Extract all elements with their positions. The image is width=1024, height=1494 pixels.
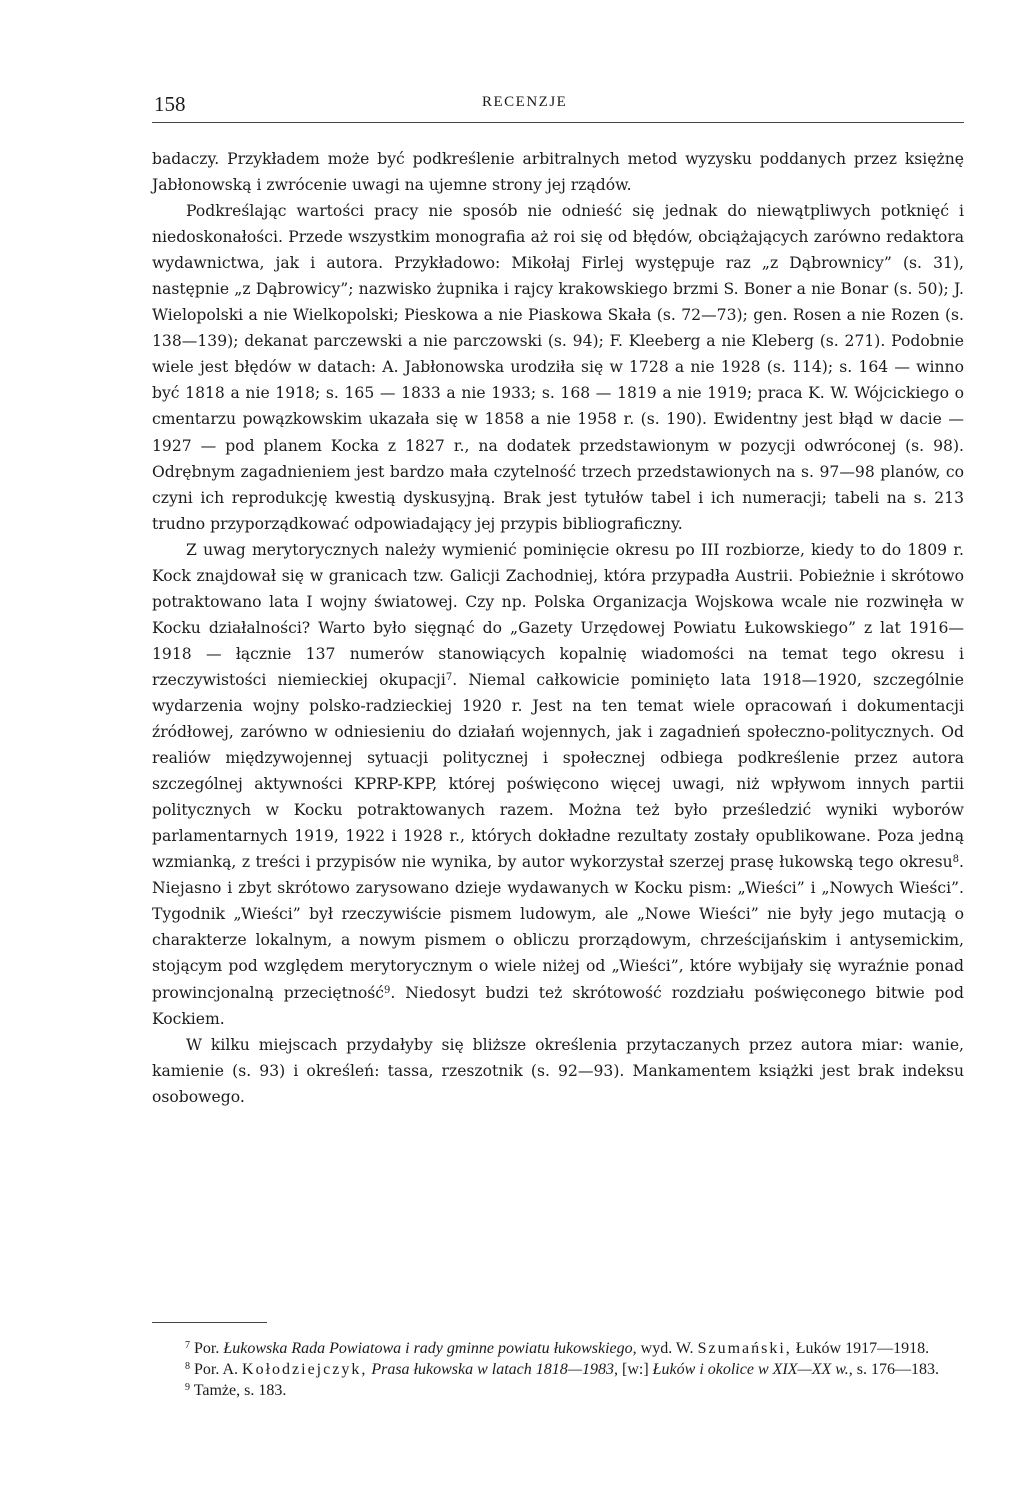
footnote xyxy=(152,1338,964,1359)
footnote xyxy=(152,1359,964,1380)
page-number: 158 xyxy=(154,92,186,116)
footnote-title: Łuków i okolice w XIX—XX w., xyxy=(652,1361,853,1378)
footnotes xyxy=(152,1338,964,1401)
paragraph: badaczy. Przykładem może być podkreślenie arbitralnych metod wyzysku poddanych przez księżnę Jabłonowską i zwrócenie uwagi na ujemne strony jej rządów. xyxy=(152,150,964,195)
footnote-author: Szumański, xyxy=(697,1340,792,1357)
footnote-author: Kołodziejczyk, xyxy=(242,1361,368,1378)
footnote-text: [w:] xyxy=(617,1361,653,1378)
footnote-text: Tamże, s. 183. xyxy=(190,1382,287,1399)
footnote xyxy=(152,1380,964,1401)
footnote-text: Łuków 1917—1918. xyxy=(791,1340,930,1357)
footnote-text: Por. xyxy=(190,1340,224,1357)
footnote-text: Por. A. xyxy=(190,1361,243,1378)
paragraph: W kilku miejscach przydałyby się bliższe określenia przytaczanych przez autora miar: wanie, kamienie (s. 93) i określeń: tassa, rzeszotnik (s. 92—93). Mankamentem książki jest brak indeksu osobowego. xyxy=(152,1035,964,1106)
paragraph: Podkreślając wartości pracy nie sposób nie odnieść się jednak do niewątpliwych potknięć i niedoskonałości. Przede wszystkim monografia aż roi się od błędów, obciążających zarówno redaktora wydawnictwa, jak i autora. Przykładowo: Mikołaj Firlej występuje raz „z Dąbrownicy” (s. 31), następnie „z Dąbrowicy”; nazwisko żupnika i rajcy krakowskiego brzmi S. Boner a nie Bonar (s. 50); J. Wielopolski a nie Wielkopolski; Pieskowa a nie Piaskowa Skała (s. 72—73); gen. Rosen a nie Rozen (s. 138—139); dekanat parczewski a nie parczowski (s. 94); F. Kleeberg a nie Kleberg (s. 271). Podobnie wiele jest błędów w datach: A. Jabłonowska urodziła się w 1728 a nie 1928 (s. 114); s. 164 — winno być 1818 a nie 1918; s. 165 — 1833 a nie 1933; s. 168 — 1819 a nie 1919; praca K. W. Wójcickiego o cmentarzu powązkowskim ukazała się w 1858 a nie 1958 r. (s. 190). Ewidentny jest błąd w dacie — 1927 — pod planem Kocka z 1827 r., na dodatek przedstawionym w pozycji odwróconej (s. 98). Odrębnym zagadnieniem jest bardzo mała czytelność trzech przedstawionych na s. 97—98 planów, co czyni ich reprodukcję kwestią dyskusyjną. Brak jest tytułów tabel i ich numeracji; tabeli na s. 213 trudno przyporządkować odpowiadający jej przypis bibliograficzny. xyxy=(152,202,964,533)
running-head-title: RECENZJE xyxy=(482,94,568,110)
header-rule xyxy=(152,122,964,123)
paragraph xyxy=(152,537,964,1032)
footnote-title: Prasa łukowska w latach 1818—1983, xyxy=(367,1361,618,1378)
footnote-ref[interactable]: 9 xyxy=(384,984,391,996)
paragraph-text: . Niedosyt budzi też skrótowość rozdziału poświęconego bitwie pod Kockiem. xyxy=(152,983,964,1028)
footnote-mark: 8 xyxy=(185,1361,190,1372)
paragraph-text: Z uwag merytorycznych należy wymienić pominięcie okresu po III rozbiorze, kiedy to do 1809 r. Kock znajdował się w granicach tzw. Galicji Zachodniej, która przypadła Austrii. Pobieżnie i skrótowo potraktowano lata I wojny światowej. Czy np. Polska Organizacja Wojskowa wcale nie rozwinęła w Kocku działalności? Warto było sięgnąć do „Gazety Urzędowej Powiatu Łukowskiego” z lat 1916—1918 — łącznie 137 numerów stanowiących kopalnię wiadomości na temat tego okresu i rzeczywistości niemieckiej okupacji xyxy=(152,540,964,689)
footnote-ref[interactable]: 7 xyxy=(445,671,453,683)
paragraph-text: . Niejasno i zbyt skrótowo zarysowano dzieje wydawanych w Kocku pism: „Wieści” i „Nowych Wieści”. Tygodnik „Wieści” był rzeczywiście pismem ludowym, ale „Nowe Wieści” nie były jego mutacją o charakterze lokalnym, a nowym pismem o obliczu prorządowym, chrześcijańskim i antysemickim, stojącym pod względem merytorycznym o wiele niżej od „Wieści”, które wybijały się wyraźnie ponad prowincjonalną przeciętność xyxy=(152,853,964,1002)
footnote-rule xyxy=(152,1322,267,1323)
footnote-title: Łukowska Rada Powiatowa i rady gminne powiatu łukowskiego, xyxy=(223,1340,637,1357)
running-header xyxy=(152,92,964,116)
footnote-mark: 9 xyxy=(185,1382,190,1393)
footnote-text: s. 176—183. xyxy=(852,1361,939,1378)
footnote-mark: 7 xyxy=(185,1340,190,1351)
paragraph-text: . Niemal całkowicie pominięto lata 1918—1920, szczególnie wydarzenia wojny polsko-radzieckiej 1920 r. Jest na ten temat wiele opracowań i dokumentacji źródłowej, zarówno w odniesieniu do działań wojennych, jak i zagadnień społeczno-politycznych. Od realiów międzywojennej sytuacji politycznej i społecznej odbiega podkreślenie przez autora szczególnej aktywności KPRP-KPP, której poświęcono więcej uwagi, niż wpływom innych partii politycznych w Kocku potraktowanych razem. Można też było prześledzić wyniki wyborów parlamentarnych 1919, 1922 i 1928 r., których dokładne rezultaty zostały opublikowane. Poza jedną wzmianką, z treści i przypisów nie wynika, by autor wykorzystał szerzej prasę łukowską tego okresu xyxy=(152,670,964,872)
body-text xyxy=(152,146,964,1110)
footnote-ref[interactable]: 8 xyxy=(952,854,960,866)
footnote-text: wyd. W. xyxy=(636,1340,698,1357)
